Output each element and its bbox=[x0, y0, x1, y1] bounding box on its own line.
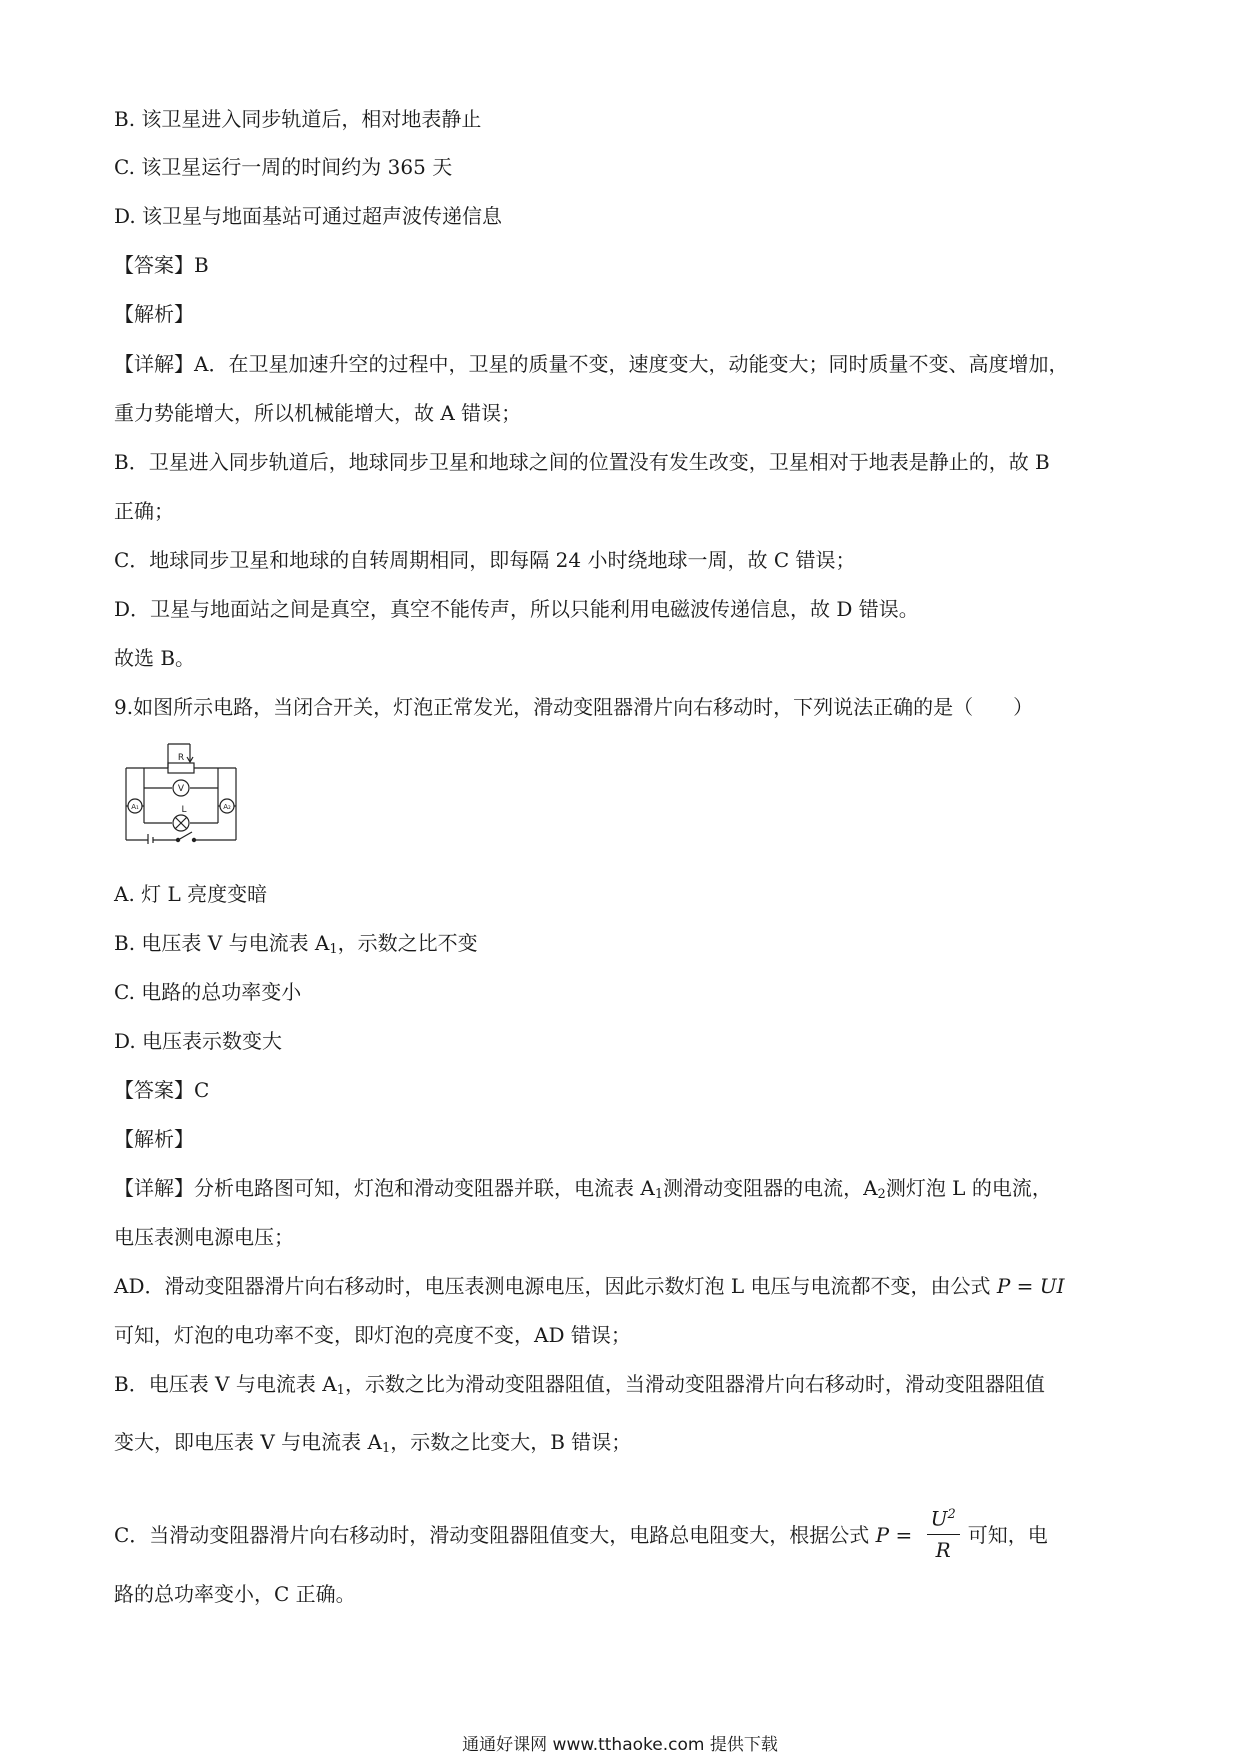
fraction-numerator bbox=[927, 1502, 960, 1532]
subscript-1: 1 bbox=[654, 1187, 664, 1202]
answer-tag: 【答案】 bbox=[114, 1078, 194, 1102]
detail-text-end: 可知，电 bbox=[967, 1522, 1048, 1547]
q9-option-c: C. 电路的总功率变小 bbox=[114, 980, 302, 1004]
formula-fraction bbox=[927, 1502, 960, 1563]
q8-option-b: B. 该卫星进入同步轨道后，相对地表静止 bbox=[114, 107, 482, 131]
q8-detail-line-1 bbox=[114, 350, 1068, 378]
resistor-label: R bbox=[177, 753, 185, 763]
q8-detail-line-2: 重力势能增大，所以机械能增大，故 A 错误； bbox=[114, 401, 522, 425]
q9-option-b bbox=[114, 929, 478, 964]
ammeter-a2-label: A₂ bbox=[223, 803, 231, 811]
switch-lever bbox=[178, 832, 192, 840]
lamp-label: L bbox=[181, 805, 187, 815]
formula-p: P bbox=[875, 1522, 890, 1547]
detail-text: AD．滑动变阻器滑片向右移动时，电压表测电源电压，因此示数灯泡 L 电压与电流都不变，由公式 bbox=[114, 1274, 997, 1298]
detail-text-end: ，示数之比变大，B 错误； bbox=[390, 1430, 632, 1454]
q9-detail-line-8: 路的总功率变小，C 正确。 bbox=[114, 1582, 356, 1606]
q8-option-c: C. 该卫星运行一周的时间约为 365 天 bbox=[114, 155, 453, 179]
q9-detail-line-4: 可知，灯泡的电功率不变，即灯泡的亮度不变，AD 错误； bbox=[114, 1323, 631, 1347]
subscript-1: 1 bbox=[336, 1383, 345, 1398]
detail-text: 变大，即电压表 V 与电流表 A bbox=[114, 1430, 382, 1454]
q8-conclusion: 故选 B。 bbox=[114, 646, 196, 670]
subscript-2: 2 bbox=[877, 1187, 886, 1202]
formula-p-ui: P = UI bbox=[996, 1274, 1065, 1298]
subscript-1: 1 bbox=[381, 1441, 391, 1456]
q9-detail-line-3 bbox=[114, 1272, 1065, 1300]
detail-text: B．电压表 V 与电流表 A bbox=[114, 1372, 337, 1396]
q8-detail-line-4: 正确； bbox=[114, 499, 174, 523]
q8-analysis-tag: 【解析】 bbox=[114, 302, 194, 326]
ammeter-a1-label: A₁ bbox=[131, 803, 139, 811]
q9-detail-line-6 bbox=[114, 1428, 631, 1463]
option-b-text-end: ，示数之比不变 bbox=[337, 931, 478, 955]
q9-answer bbox=[114, 1076, 209, 1104]
q9-detail-line-2: 电压表测电源电压； bbox=[114, 1225, 294, 1249]
circuit-diagram bbox=[118, 740, 244, 844]
detail-tag: 【详解】 bbox=[114, 1176, 194, 1200]
q8-option-d: D. 该卫星与地面基站可通过超声波传递信息 bbox=[114, 204, 503, 228]
numerator-u: U bbox=[930, 1506, 948, 1531]
fraction-denominator: R bbox=[935, 1537, 951, 1562]
page-footer: 通通好课网 www.tthaoke.com 提供下载 bbox=[462, 1735, 778, 1755]
q8-detail-line-3: B．卫星进入同步轨道后，地球同步卫星和地球之间的位置没有发生改变，卫星相对于地表是静止的，故 B bbox=[114, 450, 1050, 474]
voltmeter-label: V bbox=[177, 784, 185, 794]
q8-answer bbox=[114, 251, 209, 279]
option-b-subscript: 1 bbox=[329, 942, 338, 957]
answer-value: C bbox=[194, 1078, 210, 1102]
q9-detail-line-7 bbox=[114, 1506, 1048, 1567]
detail-text-end: 测灯泡 L 的电流， bbox=[885, 1176, 1052, 1200]
option-b-text: B. 电压表 V 与电流表 A bbox=[114, 931, 330, 955]
fraction-bar bbox=[927, 1534, 960, 1535]
answer-tag: 【答案】 bbox=[114, 253, 194, 277]
resistor-symbol bbox=[168, 763, 194, 773]
formula-equals: = bbox=[895, 1522, 913, 1547]
numerator-exponent: 2 bbox=[947, 1507, 956, 1522]
q9-analysis-tag: 【解析】 bbox=[114, 1127, 194, 1151]
answer-value: B bbox=[194, 253, 209, 277]
q9-detail-line-5 bbox=[114, 1370, 1045, 1405]
detail-tag: 【详解】 bbox=[114, 352, 194, 376]
q8-detail-line-6: D．卫星与地面站之间是真空，真空不能传声，所以只能利用电磁波传递信息，故 D 错误。 bbox=[114, 597, 919, 621]
detail-text: 分析电路图可知，灯泡和滑动变阻器并联，电流表 A bbox=[194, 1176, 655, 1200]
q9-option-a: A. 灯 L 亮度变暗 bbox=[114, 882, 268, 906]
detail-text-end: ，示数之比为滑动变阻器阻值，当滑动变阻器滑片向右移动时，滑动变阻器阻值 bbox=[344, 1372, 1045, 1396]
detail-text: A．在卫星加速升空的过程中，卫星的质量不变，速度变大，动能变大；同时质量不变、高度增加， bbox=[194, 352, 1069, 376]
detail-text: C．当滑动变阻器滑片向右移动时，滑动变阻器阻值变大，电路总电阻变大，根据公式 bbox=[114, 1522, 876, 1547]
q9-stem: 9.如图所示电路，当闭合开关，灯泡正常发光，滑动变阻器滑片向右移动时，下列说法正确的是（ ） bbox=[114, 695, 1034, 719]
q9-detail-line-1 bbox=[114, 1174, 1052, 1209]
q8-detail-line-5: C．地球同步卫星和地球的自转周期相同，即每隔 24 小时绕地球一周，故 C 错误； bbox=[114, 548, 856, 572]
q9-option-d: D. 电压表示数变大 bbox=[114, 1029, 283, 1053]
detail-text-mid: 测滑动变阻器的电流，A bbox=[663, 1176, 878, 1200]
